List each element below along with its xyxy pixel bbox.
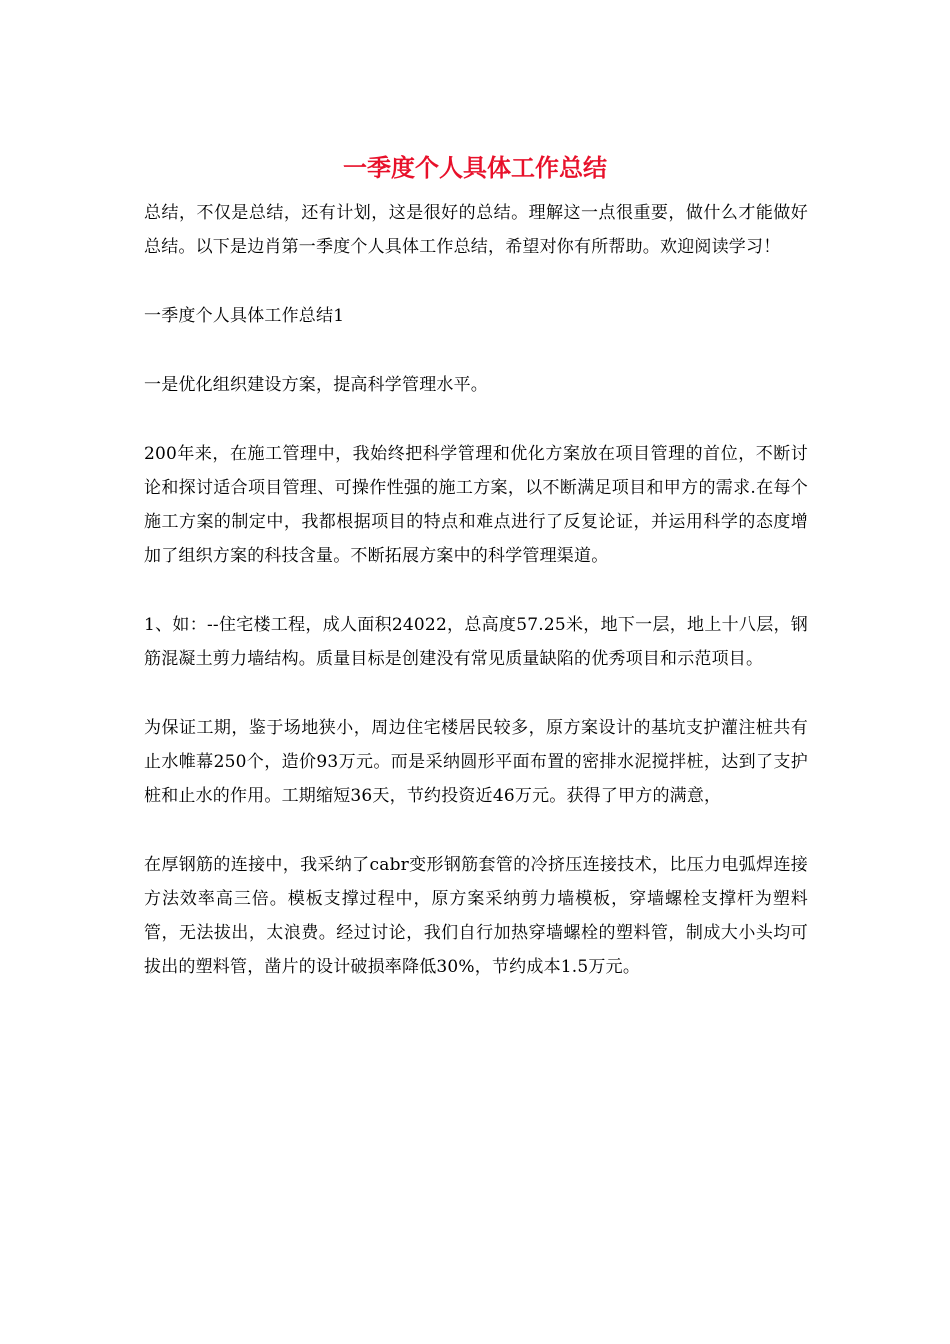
- document-title: 一季度个人具体工作总结: [343, 154, 607, 182]
- section-heading: 一季度个人具体工作总结1: [144, 306, 345, 326]
- point-one-paragraph: 一是优化组织建设方案，提高科学管理水平。: [144, 375, 488, 395]
- rebar-connection-paragraph: 在厚钢筋的连接中，我采纳了cabr变形钢筋套管的冷挤压连接技术，比压力电弧焊连接方法效率高三倍。模板支撑过程中，原方案采纳剪力墙模板，穿墙螺栓支撑杆为塑料管，无法拔出，太浪费。经过讨论，我们自行加热穿墙螺栓的塑料管，制成大小头均可拔出的塑料管，凿片的设计破损率降低30%，节约成本1.5万元。: [144, 855, 808, 977]
- management-paragraph: 200年来，在施工管理中，我始终把科学管理和优化方案放在项目管理的首位，不断讨论和探讨适合项目管理、可操作性强的施工方案，以不断满足项目和甲方的需求.在每个施工方案的制定中，我都根据项目的特点和难点进行了反复论证，并运用科学的态度增加了组织方案的科技含量。不断拓展方案中的科学管理渠道。: [144, 444, 808, 566]
- intro-paragraph: 总结，不仅是总结，还有计划，这是很好的总结。理解这一点很重要，做什么才能做好总结。以下是边肖第一季度个人具体工作总结，希望对你有所帮助。欢迎阅读学习！: [144, 203, 808, 257]
- document-body: [144, 196, 808, 1019]
- project-example-paragraph: 1、如：--住宅楼工程，成人面积24022，总高度57.25米，地下一层，地上十八层，钢筋混凝土剪力墙结构。质量目标是创建没有常见质量缺陷的优秀项目和示范项目。: [144, 615, 808, 669]
- schedule-paragraph: 为保证工期，鉴于场地狭小，周边住宅楼居民较多，原方案设计的基坑支护灌注桩共有止水帷幕250个，造价93万元。而是采纳圆形平面布置的密排水泥搅拌桩，达到了支护桩和止水的作用。工期缩短36天，节约投资近46万元。获得了甲方的满意，: [144, 718, 808, 806]
